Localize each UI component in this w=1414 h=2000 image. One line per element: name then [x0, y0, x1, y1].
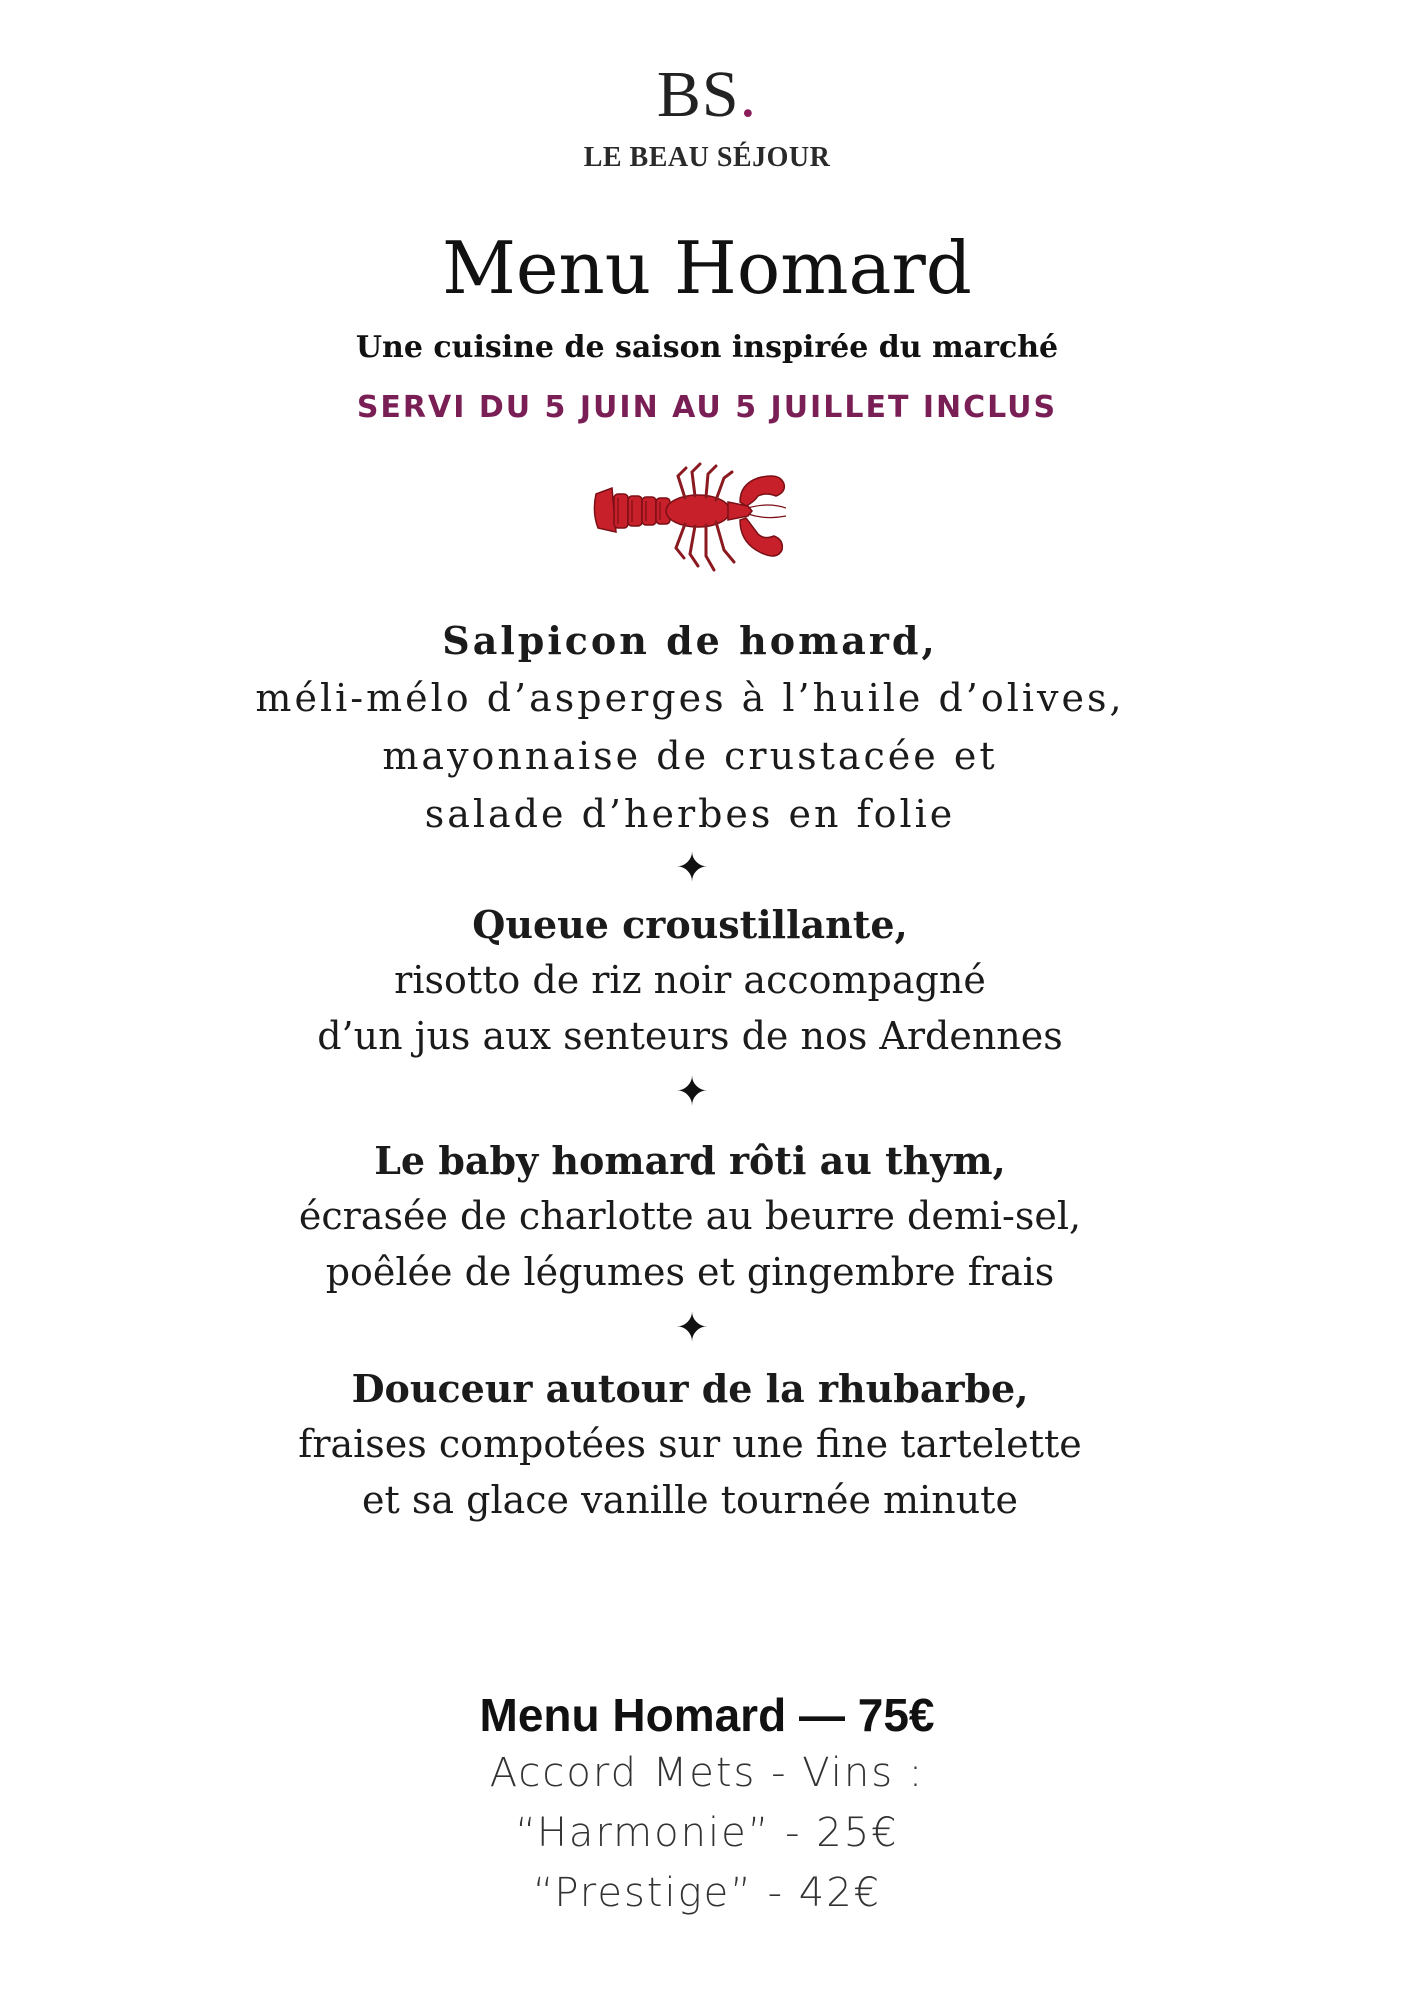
course-1-title: Salpicon de homard,	[442, 618, 938, 663]
menu-period: SERVI DU 5 JUIN AU 5 JUILLET INCLUS	[356, 390, 1058, 425]
course-2-title: Queue croustillante,	[472, 902, 908, 947]
brand-logo-mark	[0, 58, 1414, 131]
wine-option-harmonie: “Harmonie” - 25€	[515, 1810, 899, 1856]
brand-mark-text: BS	[656, 58, 740, 131]
course-3-line-2: poêlée de légumes et gingembre frais	[325, 1250, 1055, 1294]
menu-title: Menu Homard	[442, 226, 972, 310]
separator-star-icon: ✦	[675, 1069, 709, 1115]
course-2-line-2: d’un jus aux senteurs de nos Ardennes	[317, 1014, 1063, 1058]
course-2-line-1: risotto de riz noir accompagné	[394, 958, 986, 1002]
course-1-line-2: mayonnaise de crustacée et	[382, 734, 998, 778]
course-4-line-2: et sa glace vanille tournée minute	[362, 1478, 1018, 1522]
lobster-icon	[590, 462, 786, 584]
course-3-title: Le baby homard rôti au thym,	[374, 1138, 1006, 1183]
wine-pairing-label: Accord Mets - Vins :	[489, 1750, 925, 1796]
course-4-line-1: fraises compotées sur une fine tartelette	[298, 1422, 1082, 1466]
course-1-line-3: salade d’herbes en folie	[424, 792, 956, 836]
course-3-line-1: écrasée de charlotte au beurre demi-sel,	[298, 1194, 1082, 1238]
brand-name: LE BEAU SÉJOUR	[583, 142, 831, 173]
menu-price: Menu Homard — 75€	[479, 1689, 935, 1741]
separator-star-icon: ✦	[675, 1305, 709, 1351]
menu-subtitle: Une cuisine de saison inspirée du marché	[355, 330, 1059, 365]
course-4-title: Douceur autour de la rhubarbe,	[351, 1366, 1029, 1411]
separator-star-icon: ✦	[675, 845, 709, 891]
wine-option-prestige: “Prestige” - 42€	[532, 1870, 882, 1916]
brand-mark-dot: .	[739, 58, 758, 131]
course-1-line-1: méli-mélo d’asperges à l’huile d’olives,	[255, 676, 1125, 720]
